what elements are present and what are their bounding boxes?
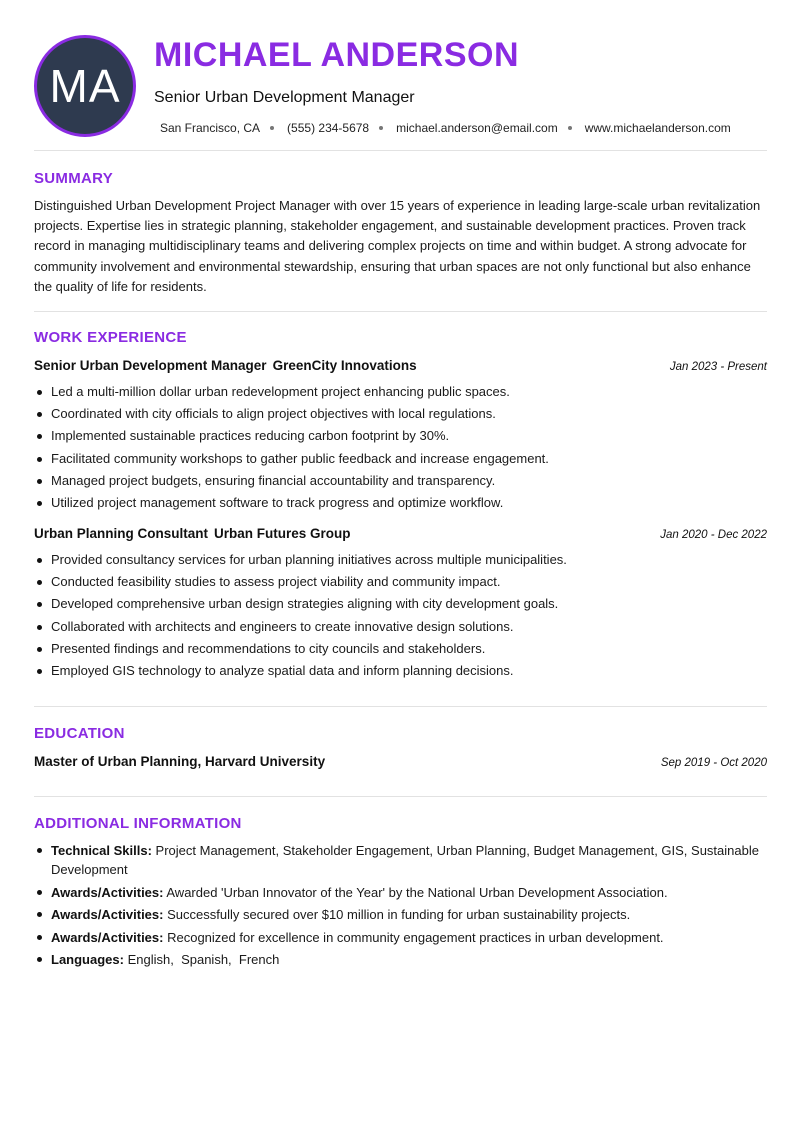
list-item [34, 905, 770, 924]
section-divider [34, 311, 767, 312]
separator-dot [270, 126, 274, 130]
section-divider [34, 150, 767, 151]
job-bullets [34, 381, 767, 514]
job-role: Urban Planning Consultant [34, 526, 208, 541]
summary-text: Distinguished Urban Development Project Manager with over 15 years of experience in leading large-scale urban revitalization projects. Expertise lies in strategic planning, stakeholder engagement, and sustainable development practices. Proven track record in managing multidisciplinary teams and delivering complex projects on time and within budget. A strong advocate for community involvement and environmental stewardship, ensuring that urban spaces are not only functional but also enhance the quality of life for residents. [34, 198, 761, 294]
experience-heading: WORK EXPERIENCE [34, 329, 187, 346]
avatar-initials: MA [49, 60, 121, 112]
list-item [34, 883, 770, 902]
item-label: Awards/Activities: [51, 884, 164, 900]
education-entry [34, 754, 767, 769]
list-item: Collaborated with architects and engineers to create innovative design solutions. [34, 616, 767, 638]
list-item: Employed GIS technology to analyze spatial data and inform planning decisions. [34, 660, 767, 682]
contact-phone: (555) 234-5678 [287, 121, 370, 135]
section-divider [34, 796, 767, 797]
list-item [34, 841, 770, 879]
list-item: Facilitated community workshops to gather public feedback and increase engagement. [34, 448, 767, 470]
item-label: Awards/Activities: [51, 907, 164, 922]
contact-location: San Francisco, CA [160, 121, 261, 135]
candidate-name: MICHAEL ANDERSON [154, 36, 520, 74]
item-text: Recognized for excellence in community engagement practices in urban development. [167, 929, 664, 945]
list-item: Coordinated with city officials to align project objectives with local regulations. [34, 403, 767, 425]
job-dates: Jan 2023 - Present [669, 361, 767, 373]
list-item [34, 950, 770, 969]
list-item: Led a multi-million dollar urban redevelopment project enhancing public spaces. [34, 381, 767, 403]
separator-dot [379, 126, 383, 130]
job-bullets [34, 549, 767, 682]
list-item: Provided consultancy services for urban planning initiatives across multiple municipalities. [34, 549, 767, 571]
section-divider [34, 706, 767, 707]
contact-row [160, 121, 731, 135]
list-item [34, 928, 770, 947]
contact-email[interactable]: michael.anderson@email.com [396, 121, 558, 135]
item-text: English, Spanish, French [127, 952, 280, 967]
item-label: Technical Skills: [51, 843, 152, 858]
item-label: Awards/Activities: [51, 929, 164, 945]
job-header [34, 358, 767, 373]
separator-dot [568, 126, 572, 130]
job-header [34, 526, 767, 541]
job-title [34, 358, 417, 373]
item-text: Project Management, Stakeholder Engagement, Urban Planning, Budget Management, GIS, Sustainable Development [51, 843, 759, 877]
education-heading: EDUCATION [34, 725, 125, 742]
item-label: Languages: [51, 952, 124, 967]
list-item: Managed project budgets, ensuring financial accountability and transparency. [34, 470, 767, 492]
list-item: Presented findings and recommendations to city councils and stakeholders. [34, 638, 767, 660]
item-text: Successfully secured over $10 million in funding for urban sustainability projects. [167, 907, 631, 922]
job-company: Urban Futures Group [214, 526, 351, 541]
item-text: Awarded 'Urban Innovator of the Year' by the National Urban Development Association. [166, 884, 668, 900]
job-company: GreenCity Innovations [272, 358, 417, 373]
list-item: Developed comprehensive urban design strategies aligning with city development goals. [34, 593, 767, 615]
list-item: Conducted feasibility studies to assess project viability and community impact. [34, 571, 767, 593]
job-title [34, 526, 351, 541]
summary-heading: SUMMARY [34, 170, 114, 187]
list-item: Implemented sustainable practices reducing carbon footprint by 30%. [34, 425, 767, 447]
avatar [34, 35, 136, 137]
list-item: Utilized project management software to track progress and optimize workflow. [34, 492, 767, 514]
candidate-role: Senior Urban Development Manager [154, 89, 415, 106]
additional-list [34, 841, 770, 973]
contact-website[interactable]: www.michaelanderson.com [584, 121, 731, 135]
additional-heading: ADDITIONAL INFORMATION [34, 815, 242, 832]
education-dates: Sep 2019 - Oct 2020 [660, 757, 767, 769]
job-role: Senior Urban Development Manager [34, 358, 267, 373]
job-dates: Jan 2020 - Dec 2022 [660, 529, 767, 541]
education-degree: Master of Urban Planning, Harvard University [34, 754, 326, 769]
